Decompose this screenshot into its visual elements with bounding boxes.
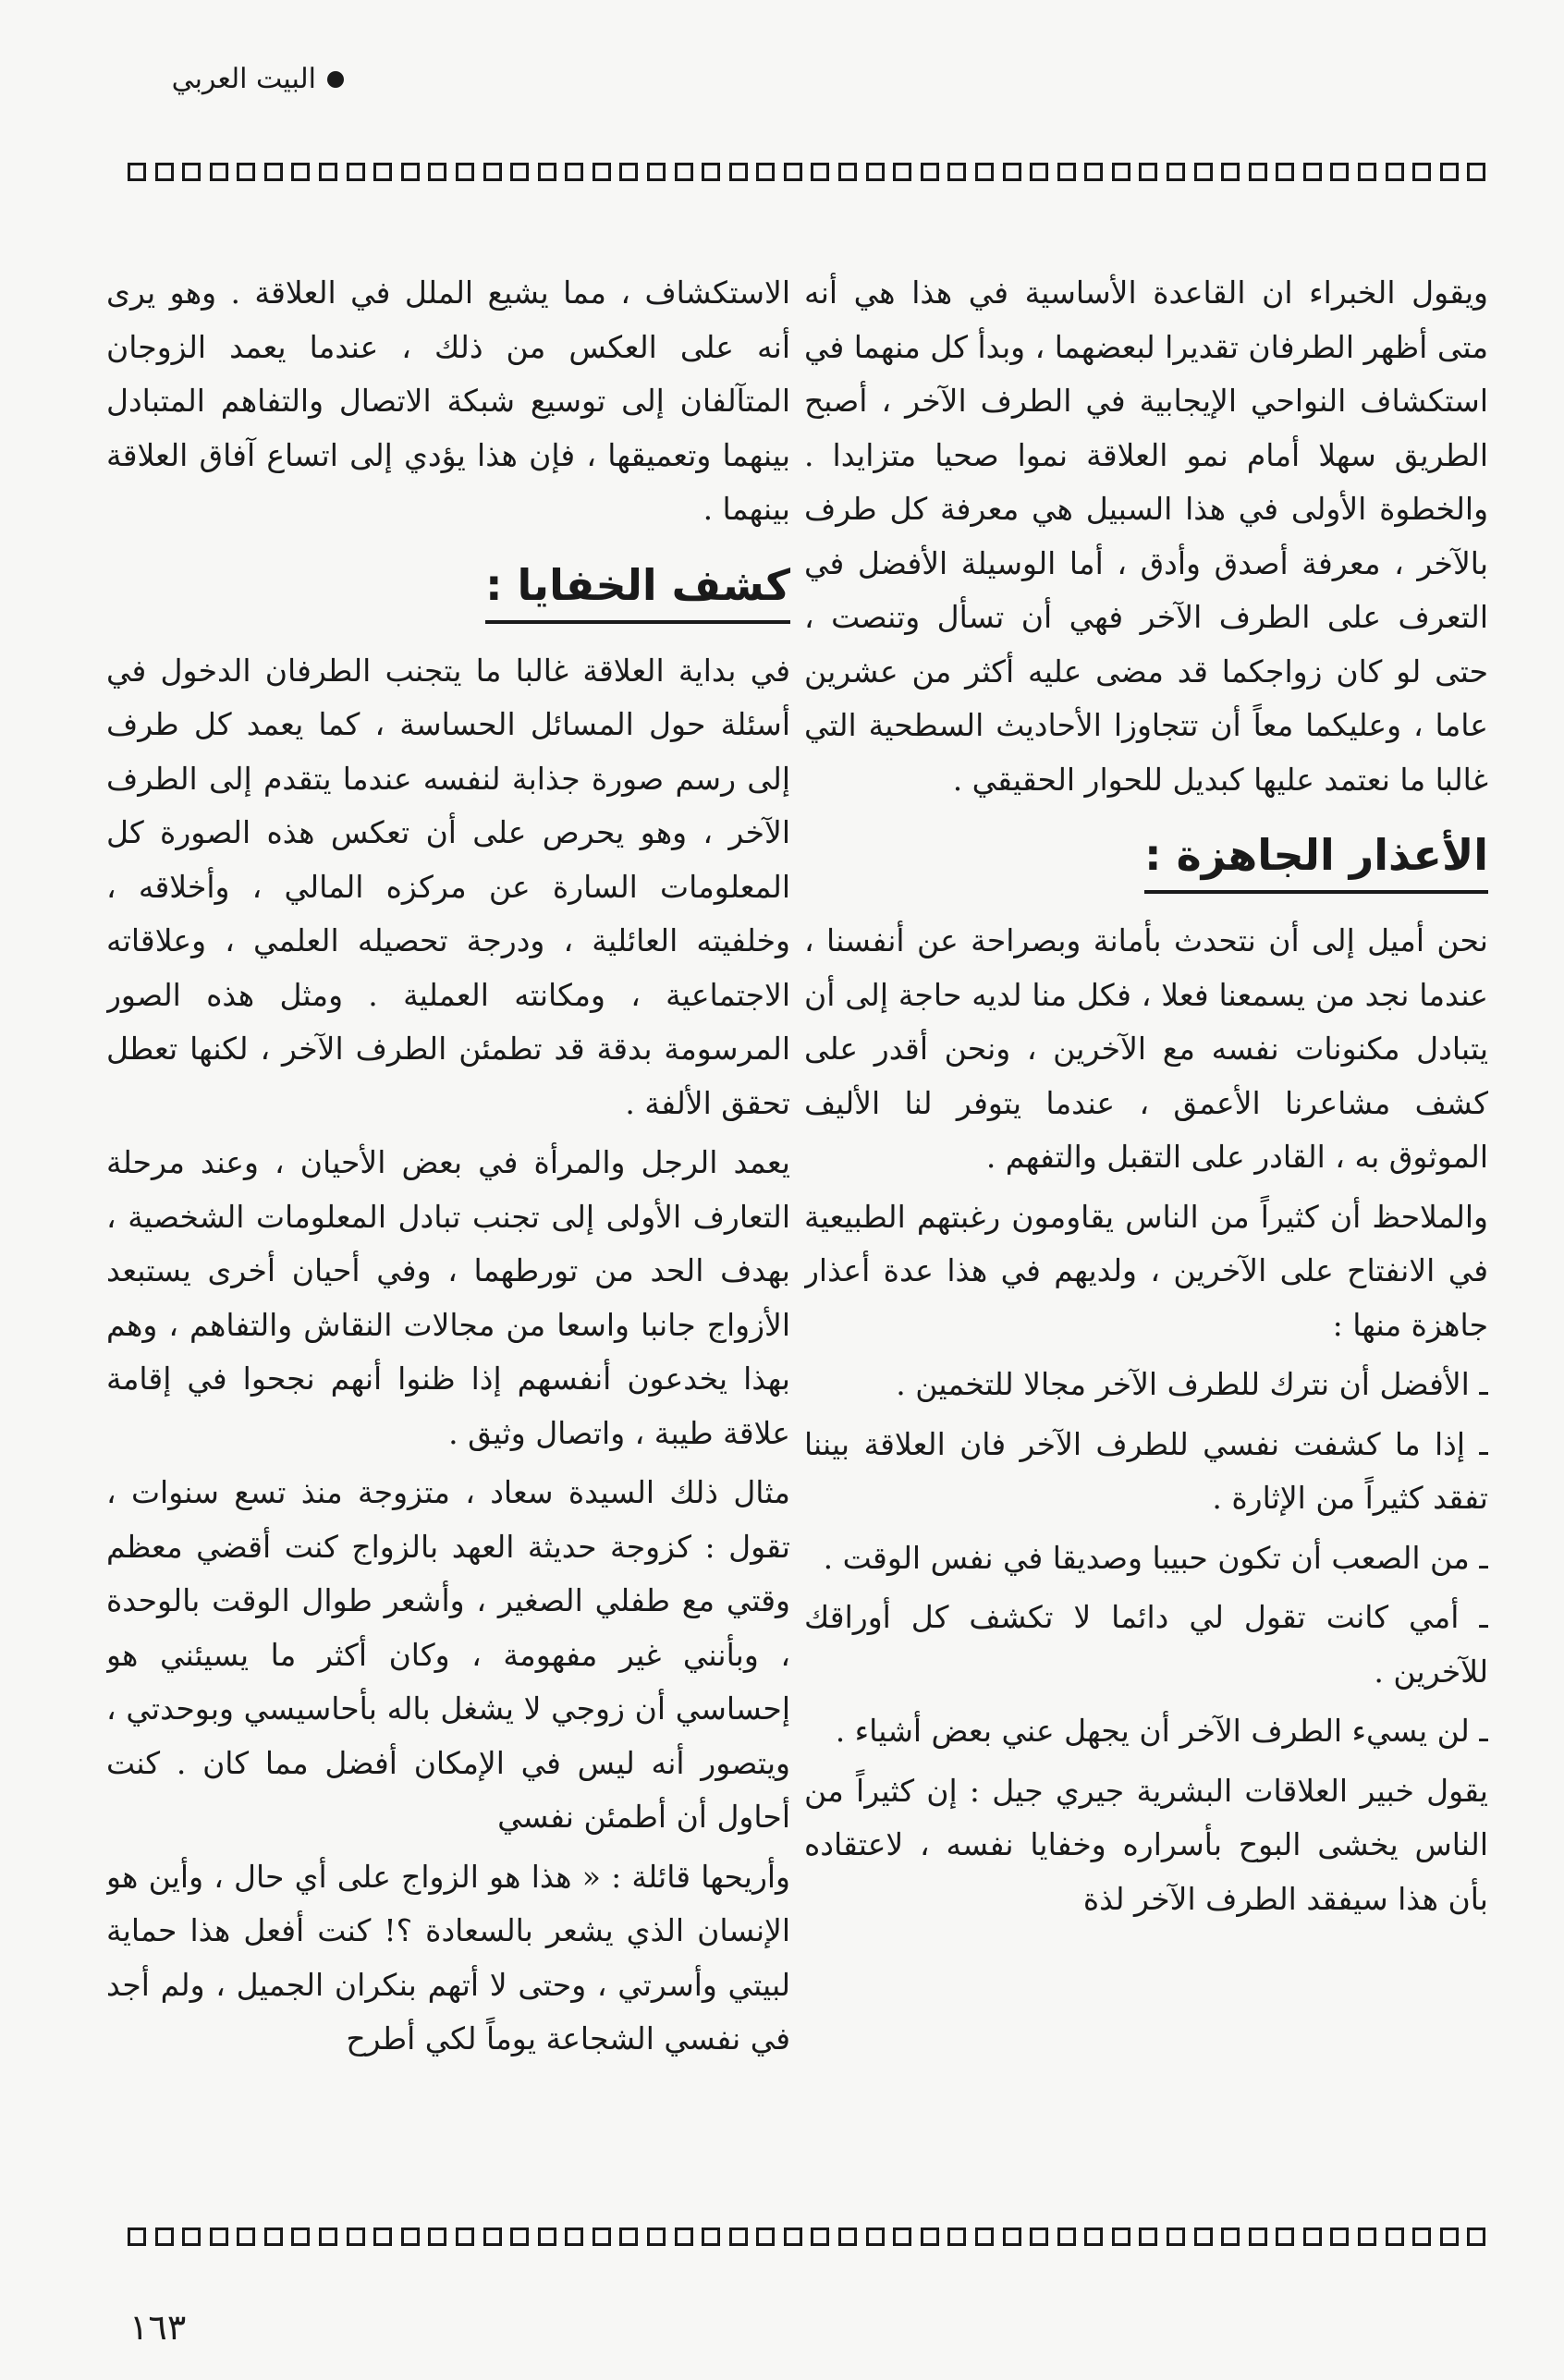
border-square-icon [866, 163, 885, 181]
section-heading-uncovering: كشف الخفايا : [485, 550, 790, 624]
border-square-icon [921, 163, 939, 181]
border-square-icon [593, 163, 611, 181]
border-square-icon [1084, 163, 1103, 181]
border-square-icon [1386, 2227, 1404, 2246]
border-square-icon [1167, 2227, 1185, 2246]
border-square-icon [565, 2227, 583, 2246]
border-square-icon [128, 163, 146, 181]
border-square-icon [1467, 163, 1485, 181]
border-square-icon [428, 163, 446, 181]
border-square-icon [264, 2227, 283, 2246]
border-square-icon [1249, 2227, 1267, 2246]
right-paragraph-2: والملاحظ أن كثيراً من الناس يقاومون رغبتهم الطبيعية في الانفتاح على الآخرين ، ولديهم في هذا عدة أعذار جاهزة منها : [804, 1198, 1488, 1343]
left-paragraph-3: مثال ذلك السيدة سعاد ، متزوجة منذ تسع سنوات ، تقول : كزوجة حديثة العهد بالزواج كنت أقضي معظم وقتي مع طفلي الصغير ، وأشعر طوال الوقت بالوحدة ، وبأنني غير مفهومة ، وكان أكثر ما يسيئني هو إحساسي أن زوجي لا يشغل باله بأحاسيسي وبوحدتي ، ويتصور أنه ليس في الإمكان أفضل مما كان . كنت أحاول أن أطمئن نفسي [106, 1474, 790, 1835]
border-square-icon [128, 2227, 146, 2246]
border-square-icon [347, 163, 365, 181]
left-paragraph-2: يعمد الرجل والمرأة في بعض الأحيان ، وعند مرحلة التعارف الأولى إلى تجنب تبادل المعلومات الشخصية ، بهدف الحد من تورطهما ، وفي أحيان أخرى يستبعد الأزواج جانبا واسعا من مجالات النقاش والتفاهم ، وهم بهذا يخدعون أنفسهم إذا ظنوا أنهم نجحوا في إقامة علاقة طيبة ، واتصال وثيق . [106, 1144, 790, 1451]
border-square-icon [1221, 163, 1240, 181]
page-header [172, 63, 344, 95]
border-square-icon [428, 2227, 446, 2246]
border-square-icon [456, 2227, 474, 2246]
border-square-icon [893, 163, 911, 181]
border-square-icon [1467, 2227, 1485, 2246]
border-square-icon [347, 2227, 365, 2246]
border-square-icon [1358, 2227, 1376, 2246]
excuse-item: ـ الأفضل أن نترك للطرف الآخر مجالا للتخمين . [896, 1366, 1488, 1402]
border-square-icon [702, 2227, 720, 2246]
border-square-icon [729, 2227, 748, 2246]
border-square-icon [291, 2227, 310, 2246]
bottom-decorative-border [128, 2227, 1486, 2252]
border-square-icon [538, 2227, 556, 2246]
border-square-icon [1167, 163, 1185, 181]
top-decorative-border [128, 163, 1486, 187]
border-square-icon [155, 2227, 174, 2246]
border-square-icon [1303, 163, 1322, 181]
border-square-icon [784, 163, 802, 181]
border-square-icon [1412, 2227, 1431, 2246]
excuse-item: ـ أمي كانت تقول لي دائما لا تكشف كل أوراقك للآخرين . [804, 1599, 1488, 1690]
border-square-icon [565, 163, 583, 181]
border-square-icon [866, 2227, 885, 2246]
bullet-dot-icon [327, 71, 344, 88]
border-square-icon [729, 163, 748, 181]
left-column [106, 266, 790, 2124]
border-square-icon [1440, 2227, 1459, 2246]
border-square-icon [1276, 163, 1294, 181]
border-square-icon [319, 2227, 337, 2246]
border-square-icon [1412, 163, 1431, 181]
border-square-icon [483, 163, 502, 181]
border-square-icon [373, 163, 392, 181]
border-square-icon [1112, 163, 1130, 181]
border-square-icon [510, 2227, 529, 2246]
border-square-icon [1030, 163, 1048, 181]
border-square-icon [756, 163, 775, 181]
right-paragraph-1: نحن أميل إلى أن نتحدث بأمانة وبصراحة عن أنفسنا ، عندما نجد من يسمعنا فعلا ، فكل منا لديه حاجة إلى أن يتبادل مكنونات نفسه مع الآخرين ، ونحن أقدر على كشف مشاعرنا الأعمق ، عندما يتوفر لنا الأليف الموثوق به ، القادر على التقبل والتفهم . [804, 922, 1488, 1175]
right-paragraph-3: يقول خبير العلاقات البشرية جيري جيل : إن كثيراً من الناس يخشى البوح بأسراره وخفايا نفسه ، لاعتقاده بأن هذا سيفقد الطرف الآخر لذة [804, 1772, 1488, 1917]
excuse-item: ـ من الصعب أن تكون حبيبا وصديقا في نفس الوقت . [823, 1539, 1488, 1576]
left-intro-paragraph: الاستكشاف ، مما يشيع الملل في العلاقة . وهو يرى أنه على العكس من ذلك ، عندما يعمد الزوجان المتآلفان إلى توسيع شبكة الاتصال والتفاهم المتبادل بينهما وتعميقها ، فإن هذا يؤدي إلى اتساع آفاق العلاقة بينهما . [106, 275, 790, 527]
border-square-icon [538, 163, 556, 181]
section-heading-excuses: الأعذار الجاهزة : [1144, 820, 1488, 894]
border-square-icon [838, 163, 857, 181]
border-square-icon [593, 2227, 611, 2246]
border-square-icon [1303, 2227, 1322, 2246]
border-square-icon [811, 2227, 829, 2246]
border-square-icon [784, 2227, 802, 2246]
border-square-icon [483, 2227, 502, 2246]
border-square-icon [1139, 2227, 1157, 2246]
border-square-icon [1330, 2227, 1349, 2246]
border-square-icon [1249, 163, 1267, 181]
border-square-icon [1057, 2227, 1076, 2246]
border-square-icon [210, 163, 228, 181]
right-intro-paragraph: ويقول الخبراء ان القاعدة الأساسية في هذا هي أنه متى أظهر الطرفان تقديرا لبعضهما ، وبدأ كل منهما في استكشاف النواحي الإيجابية في الطرف الآخر ، أصبح الطريق سهلا أمام نمو العلاقة نموا صحيا متزايدا . والخطوة الأولى في هذا السبيل هي معرفة كل طرف بالآخر ، معرفة أصدق وأدق ، أما الوسيلة الأفضل في التعرف على الطرف الآخر فهي أن تسأل وتنصت ، حتى لو كان زواجكما قد مضى عليه أكثر من عشرين عاما ، وعليكما معاً أن تتجاوزا الأحاديث السطحية التي غالبا ما نعتمد عليها كبديل للحوار الحقيقي . [804, 275, 1488, 798]
border-square-icon [675, 163, 693, 181]
border-square-icon [182, 163, 201, 181]
border-square-icon [675, 2227, 693, 2246]
border-square-icon [1194, 163, 1213, 181]
border-square-icon [619, 163, 638, 181]
border-square-icon [975, 163, 994, 181]
border-square-icon [1139, 163, 1157, 181]
border-square-icon [1358, 163, 1376, 181]
border-square-icon [921, 2227, 939, 2246]
border-square-icon [975, 2227, 994, 2246]
border-square-icon [1057, 163, 1076, 181]
border-square-icon [647, 163, 666, 181]
border-square-icon [210, 2227, 228, 2246]
border-square-icon [893, 2227, 911, 2246]
left-paragraph-1: في بداية العلاقة غالبا ما يتجنب الطرفان الدخول في أسئلة حول المسائل الحساسة ، كما يعمد كل طرف إلى رسم صورة جذابة لنفسه عندما يتقدم إلى الطرف الآخر ، وهو يحرص على أن تعكس هذه الصورة كل المعلومات السارة عن مركزه المالي ، وأخلاقه ، وخلفيته العائلية ، ودرجة تحصيله العلمي ، وعلاقاته الاجتماعية ، ومكانته العملية . ومثل هذه الصور المرسومة بدقة قد تطمئن الطرف الآخر ، لكنها تعطل تحقق الألفة . [106, 652, 790, 1121]
right-column [804, 266, 1488, 2124]
border-square-icon [1330, 163, 1349, 181]
border-square-icon [647, 2227, 666, 2246]
border-square-icon [1440, 163, 1459, 181]
border-square-icon [1084, 2227, 1103, 2246]
border-square-icon [373, 2227, 392, 2246]
left-paragraph-4: وأريحها قائلة : « هذا هو الزواج على أي حال ، وأين هو الإنسان الذي يشعر بالسعادة ؟! كنت أفعل هذا حماية لبيتي وأسرتي ، وحتى لا أتهم بنكران الجميل ، ولم أجد في نفسي الشجاعة يوماً لكي أطرح [106, 1858, 790, 2057]
border-square-icon [319, 163, 337, 181]
border-square-icon [947, 163, 966, 181]
border-square-icon [237, 163, 255, 181]
border-square-icon [456, 163, 474, 181]
border-square-icon [237, 2227, 255, 2246]
border-square-icon [838, 2227, 857, 2246]
border-square-icon [1276, 2227, 1294, 2246]
border-square-icon [811, 163, 829, 181]
border-square-icon [619, 2227, 638, 2246]
publication-title: البيت العربي [171, 63, 316, 95]
border-square-icon [1221, 2227, 1240, 2246]
border-square-icon [1194, 2227, 1213, 2246]
border-square-icon [1386, 163, 1404, 181]
border-square-icon [756, 2227, 775, 2246]
border-square-icon [401, 163, 420, 181]
border-square-icon [1003, 2227, 1021, 2246]
excuse-item: ـ إذا ما كشفت نفسي للطرف الآخر فان العلاقة بيننا تفقد كثيراً من الإثارة . [804, 1425, 1488, 1516]
border-square-icon [291, 163, 310, 181]
border-square-icon [1003, 163, 1021, 181]
border-square-icon [264, 163, 283, 181]
border-square-icon [1112, 2227, 1130, 2246]
border-square-icon [155, 163, 174, 181]
border-square-icon [947, 2227, 966, 2246]
border-square-icon [182, 2227, 201, 2246]
border-square-icon [401, 2227, 420, 2246]
border-square-icon [702, 163, 720, 181]
border-square-icon [510, 163, 529, 181]
border-square-icon [1030, 2227, 1048, 2246]
excuse-item: ـ لن يسيء الطرف الآخر أن يجهل عني بعض أشياء . [835, 1713, 1488, 1749]
page-number: ١٦٣ [129, 2307, 187, 2348]
